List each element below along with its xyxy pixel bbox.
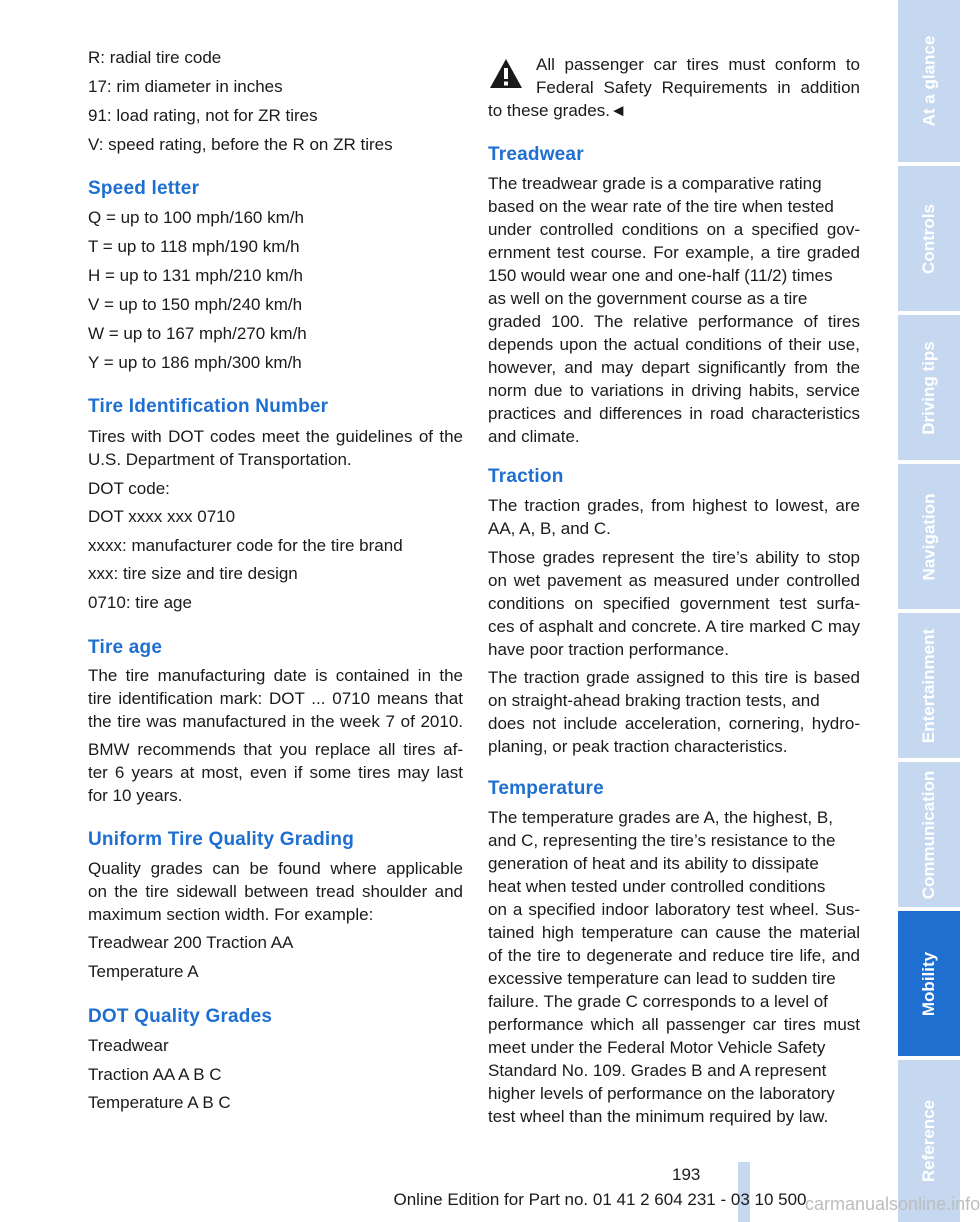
tin-line: Tires with DOT codes meet the guidelines of the [88,427,463,446]
temperature-line: failure. The grade C corresponds to a level of [488,992,828,1011]
tire-age-line: for 10 years. [88,786,183,805]
dot-grade-line: Temperature A B C [88,1093,231,1112]
tin-line: U.S. Department of Transportation. [88,450,352,469]
tab-label: At a glance [919,35,939,127]
warning-line: Federal Safety Requirements in addition [536,78,860,97]
heading-dot-grades: DOT Quality Grades [88,1006,273,1027]
heading-traction: Traction [488,466,564,487]
treadwear-line: depends upon the actual conditions of their use, [488,335,860,354]
temperature-line: higher levels of performance on the laboratory [488,1084,835,1103]
tab-label: Mobility [919,951,938,1016]
tab-entertainment[interactable] [898,613,960,758]
tin-line: DOT code: [88,479,170,498]
traction-line: The traction grade assigned to this tire is based [488,668,860,687]
temperature-line: on a specified indoor laboratory test wheel. Sus- [488,900,860,919]
heading-utqg: Uniform Tire Quality Grading [88,829,355,850]
temperature-line: test wheel than the minimum required by law. [488,1107,829,1126]
heading-speed-letter: Speed letter [88,178,200,199]
traction-line: have poor traction performance. [488,640,729,659]
tin-line: xxx: tire size and tire design [88,564,298,583]
treadwear-line: and climate. [488,427,580,446]
speed-line: H = up to 131 mph/210 km/h [88,266,303,285]
temperature-line: meet under the Federal Motor Vehicle Safety [488,1038,826,1057]
tin-line: 0710: tire age [88,593,192,612]
page-number: 193 [672,1165,701,1184]
treadwear-line: however, and may depart significantly from the [488,358,860,377]
temperature-line: of the tire to degenerate and reduce tire life, and [488,946,860,965]
section-tabs [898,0,960,1222]
temperature-line: Standard No. 109. Grades B and A represent [488,1061,827,1080]
watermark: carmanualsonline.info [805,1194,980,1214]
heading-treadwear: Treadwear [488,144,584,165]
dot-grade-line: Traction AA A B C [88,1065,222,1084]
tab-navigation[interactable] [898,464,960,609]
tin-line: DOT xxxx xxx 0710 [88,507,236,526]
temperature-line: and C, representing the tire’s resistance to the [488,831,836,850]
tab-driving-tips[interactable] [898,315,960,460]
tire-age-line: BMW recommends that you replace all tires af- [88,740,463,759]
heading-tire-age: Tire age [88,637,163,658]
treadwear-line: 150 would wear one and one-half (11/2) times [488,266,833,285]
treadwear-line: norm due to variations in driving habits, service [488,381,860,400]
tab-mobility[interactable] [898,911,960,1056]
tire-age-line: tire identification mark: DOT ... 0710 means that [88,689,463,708]
heading-tin: Tire Identification Number [88,396,329,417]
treadwear-line: based on the wear rate of the tire when tested [488,197,834,216]
tire-code-line: R: radial tire code [88,48,222,67]
speed-line: T = up to 118 mph/190 km/h [88,237,300,256]
traction-line: does not include acceleration, cornering, hydro- [488,714,860,733]
treadwear-line: graded 100. The relative performance of tires [488,312,860,331]
traction-line: on straight-ahead braking traction tests, and [488,691,820,710]
traction-line: conditions on specified government test surfa- [488,594,860,613]
traction-line: planing, or peak traction characteristics. [488,737,788,756]
tab-label: Controls [919,203,939,274]
tire-code-line: 17: rim diameter in inches [88,77,283,96]
tin-line: xxxx: manufacturer code for the tire brand [88,536,403,555]
tire-age-line: the tire was manufactured in the week 7 of 2010. [88,712,463,731]
heading-temperature: Temperature [488,778,604,799]
traction-line: on wet pavement as measured under controlled [488,571,860,590]
treadwear-line: under controlled conditions on a specified gov- [488,220,860,239]
temperature-line: tained high temperature can cause the material [488,923,860,942]
temperature-line: The temperature grades are A, the highest, B, [488,808,833,827]
tab-label: Communication [919,770,939,899]
tab-at-a-glance[interactable] [898,0,960,162]
treadwear-line: ernment test course. For example, a tire graded [488,243,860,262]
temperature-line: generation of heat and its ability to dissipate [488,854,819,873]
utqg-line: Treadwear 200 Traction AA [88,933,294,952]
utqg-line: Quality grades can be found where applicable [88,859,463,878]
warning-line: to these grades.◄ [488,101,627,120]
footer-edition: Online Edition for Part no. 01 41 2 604 231 - 03 10 500 [393,1190,807,1209]
speed-line: Q = up to 100 mph/160 km/h [88,208,304,227]
temperature-line: heat when tested under controlled conditions [488,877,826,896]
temperature-line: excessive temperature can lead to sudden tire [488,969,836,988]
tab-label: Entertainment [919,628,939,743]
tire-code-line: V: speed rating, before the R on ZR tires [88,135,393,154]
utqg-line: on the tire sidewall between tread shoulder and [88,882,463,901]
tab-communication[interactable] [898,762,960,907]
treadwear-line: as well on the government course as a tire [488,289,808,308]
tire-code-line: 91: load rating, not for ZR tires [88,106,318,125]
speed-line: Y = up to 186 mph/300 km/h [88,353,302,372]
warning-line: All passenger car tires must conform to [536,55,860,74]
dot-grade-line: Treadwear [88,1036,169,1055]
utqg-line: Temperature A [88,962,199,981]
tab-label: Driving tips [919,340,939,435]
tab-label: Navigation [919,493,938,580]
temperature-line: performance which all passenger car tires must [488,1015,860,1034]
treadwear-line: The treadwear grade is a comparative rating [488,174,822,193]
warning-triangle-icon [488,56,524,92]
tire-age-line: The tire manufacturing date is contained in the [88,666,463,685]
tire-age-line: ter 6 years at most, even if some tires may last [88,763,463,782]
utqg-line: maximum section width. For example: [88,905,374,924]
traction-line: AA, A, B, and C. [488,519,611,538]
tab-label: Reference [919,1099,938,1183]
traction-line: The traction grades, from highest to lowest, are [488,496,860,515]
traction-line: ces of asphalt and concrete. A tire marked C may [488,617,860,636]
traction-line: Those grades represent the tire’s ability to stop [488,548,860,567]
speed-line: V = up to 150 mph/240 km/h [88,295,303,314]
tab-controls[interactable] [898,166,960,311]
treadwear-line: practices and differences in road characteristics [488,404,860,423]
speed-line: W = up to 167 mph/270 km/h [88,324,307,343]
